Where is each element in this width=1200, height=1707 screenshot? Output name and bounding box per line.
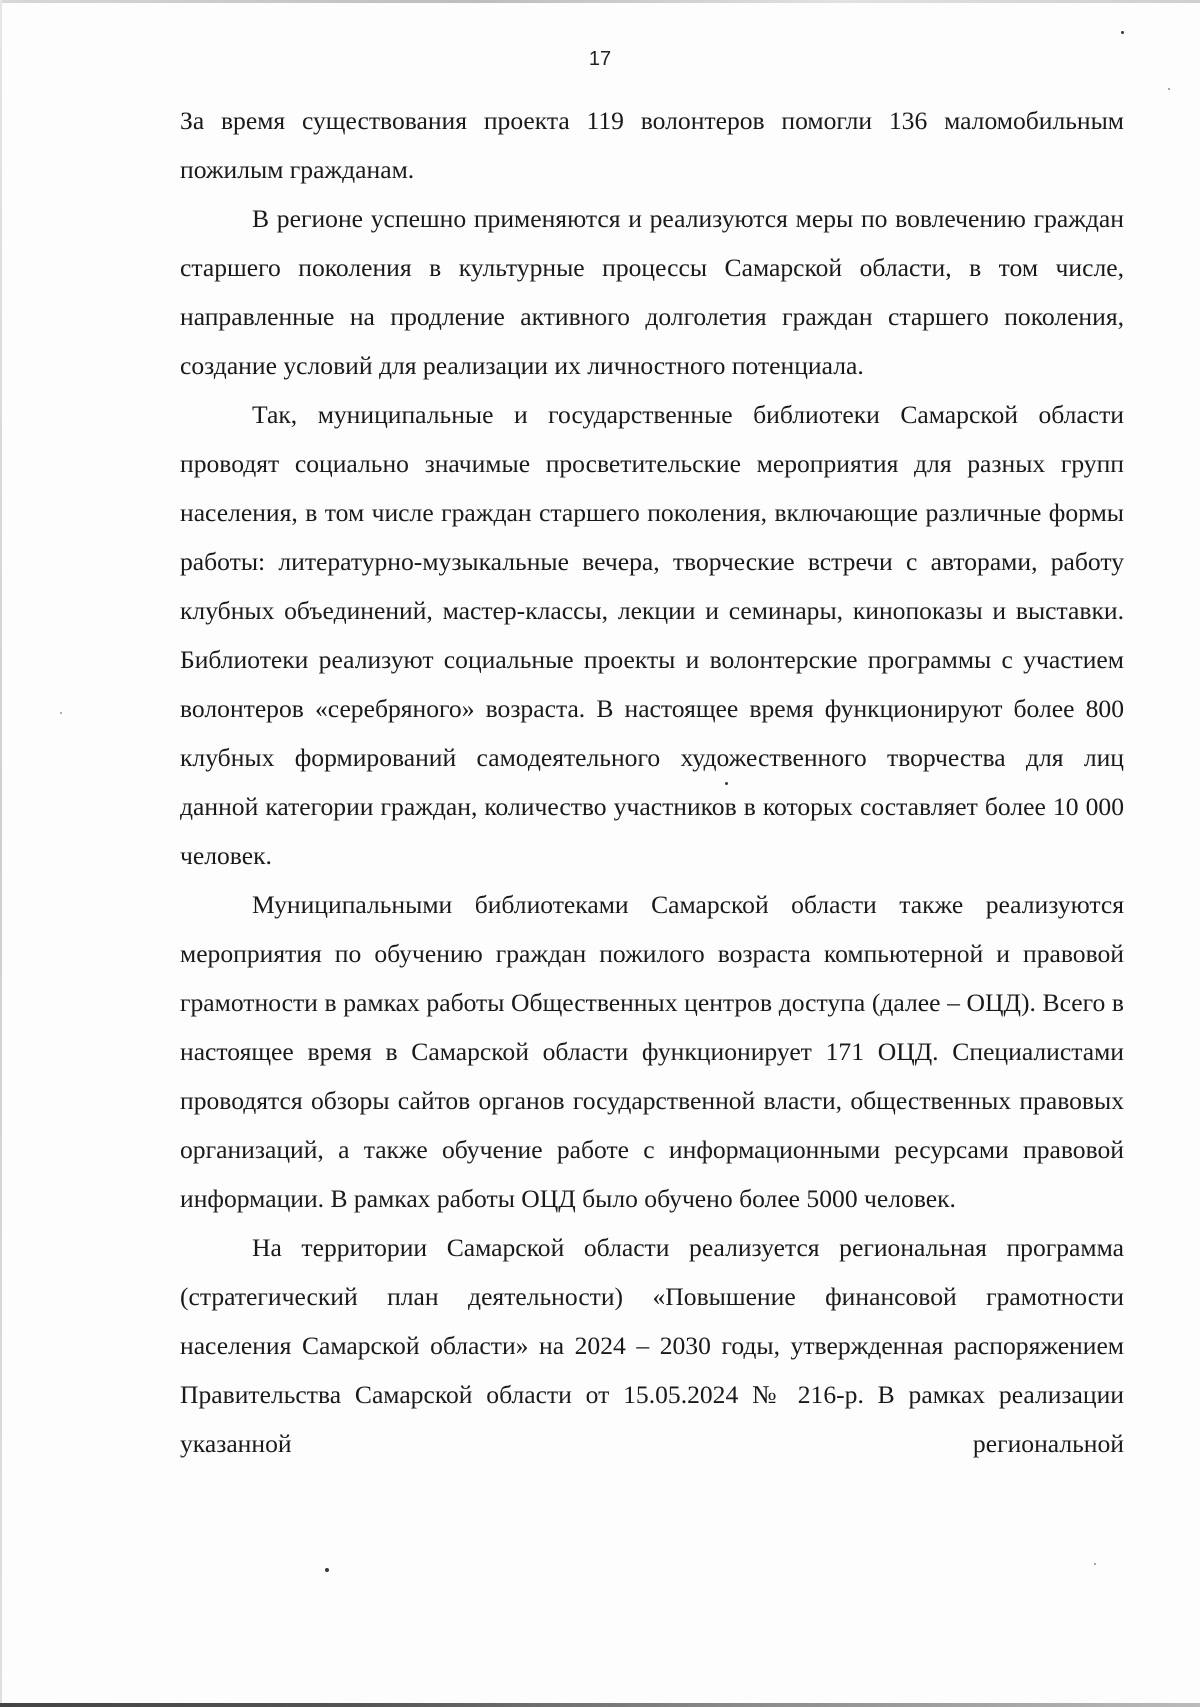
paragraph-2: В регионе успешно применяются и реализуются меры по вовлечению граждан старшего поколения в культурные процессы Самарской области, в том числе, направленные на продление активного долголетия граждан старшего поколения, создание условий для реализации их личностного потенциала. (180, 204, 1124, 380)
scan-edge-left (0, 0, 2, 1707)
paragraph-4: Муниципальными библиотеками Самарской области также реализуются мероприятия по обучению граждан пожилого возраста компьютерной и правовой грамотности в рамках работы Общественных центров доступа (далее – ОЦД). Всего в настоящее время в Самарской области функционирует 171 ОЦД. Специалистами проводятся обзоры сайтов органов государственной власти, общественных правовых организаций, а также обучение работе с информационными ресурсами правовой информации. В рамках работы ОЦД было обучено более 5000 человек. (180, 890, 1124, 1213)
scan-speck (325, 1568, 329, 1572)
scan-speck (60, 712, 62, 714)
paragraph-5: На территории Самарской области реализуется региональная программа (стратегический план деятельности) «Повышение финансовой грамотности населения Самарской области» на 2024 – 2030 годы, утвержденная распоряжением Правительства Самарской области от 15.05.2024 № 216-р. В рамках реализации указанной региональной (180, 1233, 1124, 1458)
paragraph-1: За время существования проекта 119 волонтеров помогли 136 маломобильным пожилым гражданам. (180, 106, 1124, 184)
scan-edge-top (0, 0, 1200, 3)
scan-speck (1094, 1563, 1096, 1565)
page-number: 17 (588, 48, 612, 70)
scan-edge-bottom (0, 1703, 1200, 1707)
body-text (180, 96, 1124, 1468)
scan-speck (1168, 88, 1170, 90)
scan-speck (1121, 31, 1124, 34)
paragraph-3: Так, муниципальные и государственные библиотеки Самарской области проводят социально значимые просветительские мероприятия для разных групп населения, в том числе граждан старшего поколения, включающие различные формы работы: литературно-музыкальные вечера, творческие встречи с авторами, работу клубных объединений, мастер-классы, лекции и семинары, кинопоказы и выставки. Библиотеки реализуют социальные проекты и волонтерские программы с участием волонтеров «серебряного» возраста. В настоящее время функционируют более 800 клубных формирований самодеятельного художественного творчества для лиц данной категории граждан, количество участников в которых составляет более 10 000 человек. (180, 400, 1124, 870)
